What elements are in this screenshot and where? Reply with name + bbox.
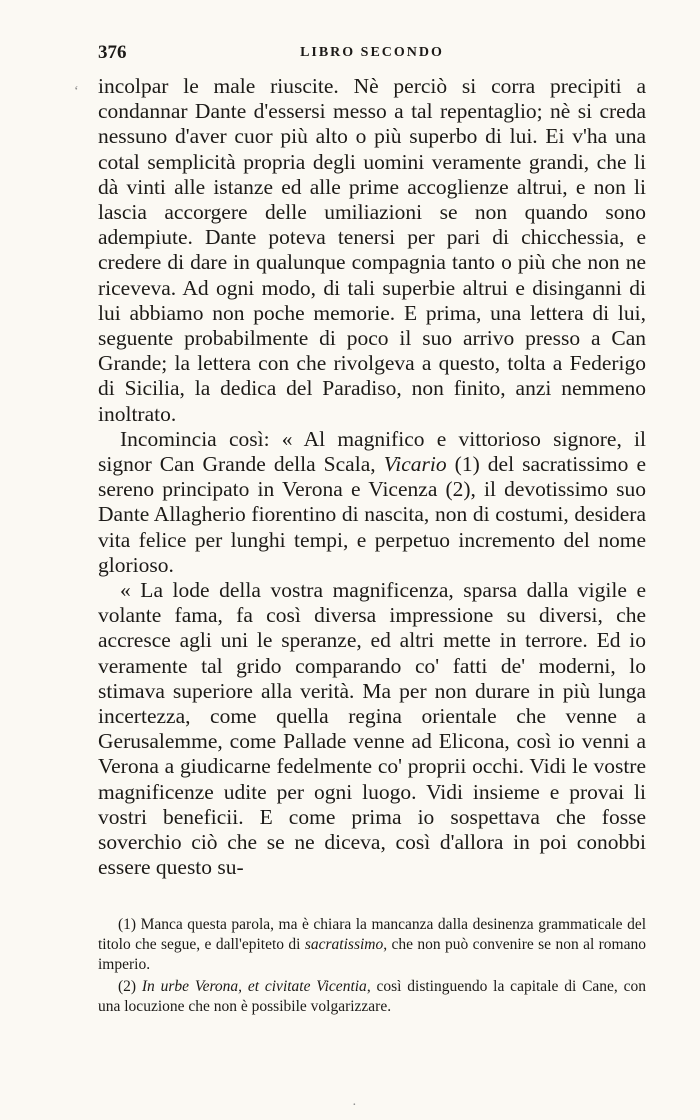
page-number: 376	[98, 42, 127, 63]
paragraph-2-opening: Incomincia così: « Al magnifico e vittorioso signore, il signor Can Grande della Scala,	[98, 426, 646, 477]
footnote-1-rest: , che non può convenire se non al romano imperio.	[98, 935, 646, 973]
footnote-2	[98, 977, 646, 1017]
running-head: LIBRO SECONDO	[300, 45, 444, 60]
paragraph-2-italic-word: Vicario	[383, 452, 447, 477]
footnote-2-label: (2)	[118, 977, 142, 995]
footnote-2-italic: In urbe Verona, et civitate Vicentia	[141, 977, 367, 995]
paragraph-3: « La lode della vostra magnificenza, sparsa dalla vigile e volante fama, fa così diversa impressione su diversi, che accresce agli uni le speranze, ed altri mette in terrore. Ed io veramente tal grido comparando co' fatti de' moderni, lo stimava superiore alla verità. Ma per non durare in più lunga incertezza, come quella regina orientale che venne a Gerusalemme, come Pallade venne ad Elicona, così io venni a Verona a giudicarne fedelmente co' proprii occhi. Vidi le vostre magnificenze udite per ogni luogo. Vidi insieme e provai li vostri beneficii. E come prima io sospettava che fosse soverchio ciò che se ne diceva, così d'allora in poi conobbi essere questo su-	[98, 578, 646, 880]
body-text	[98, 74, 646, 881]
paragraph-1: incolpar le male riuscite. Nè perciò si corra precipiti a condannar Dante d'essersi messo a tal repentaglio; nè si creda nessuno d'aver cuor più alto o più superbo di lui. Ei v'ha una cotal semplicità propria degli uomini veramente grandi, che li dà vinti alle istanze ed alle prime accoglienze altrui, e non li lascia accorgere delle umiliazioni se non quando sono adempiute. Dante poteva tenersi per pari di chicchessia, e credere di dare in qualunque compagnia tanto o più che non ne riceveva. Ad ogni modo, di tali superbie altrui e disinganni di lui abbiamo non poche memorie. E prima, una lettera di lui, seguente probabilmente di poco il suo arrivo presso a Can Grande; la lettera con che rivolgeva a questo, tolta a Federigo di Sicilia, la dedica del Paradiso, non finito, anzi nemmeno inoltrato.	[98, 74, 646, 426]
footnote-1-italic: sacratissimo	[304, 935, 384, 953]
paragraph-2	[98, 427, 646, 578]
footnote-1-text: (1) Manca questa parola, ma è chiara la mancanza dalla desinenza grammaticale del titolo che segue, e dall'epiteto di	[98, 915, 646, 953]
footnote-2-rest: , così distinguendo la capitale di Cane, con una locuzione che non è possibile volgarizzare.	[98, 977, 646, 1015]
page-header	[98, 42, 646, 68]
bottom-mark: ·	[352, 1098, 357, 1113]
footnotes	[98, 915, 646, 1017]
margin-mark: ‘	[74, 84, 79, 99]
footnote-1	[98, 915, 646, 975]
book-page	[98, 42, 646, 1019]
paragraph-2-rest: (1) del sacratissimo e sereno principato in Verona e Vicenza (2), il devotissimo suo Dante Allagherio fiorentino di nascita, non di costumi, desidera vita felice per lunghi tempi, e perpetuo incremento del nome glorioso.	[98, 452, 646, 577]
